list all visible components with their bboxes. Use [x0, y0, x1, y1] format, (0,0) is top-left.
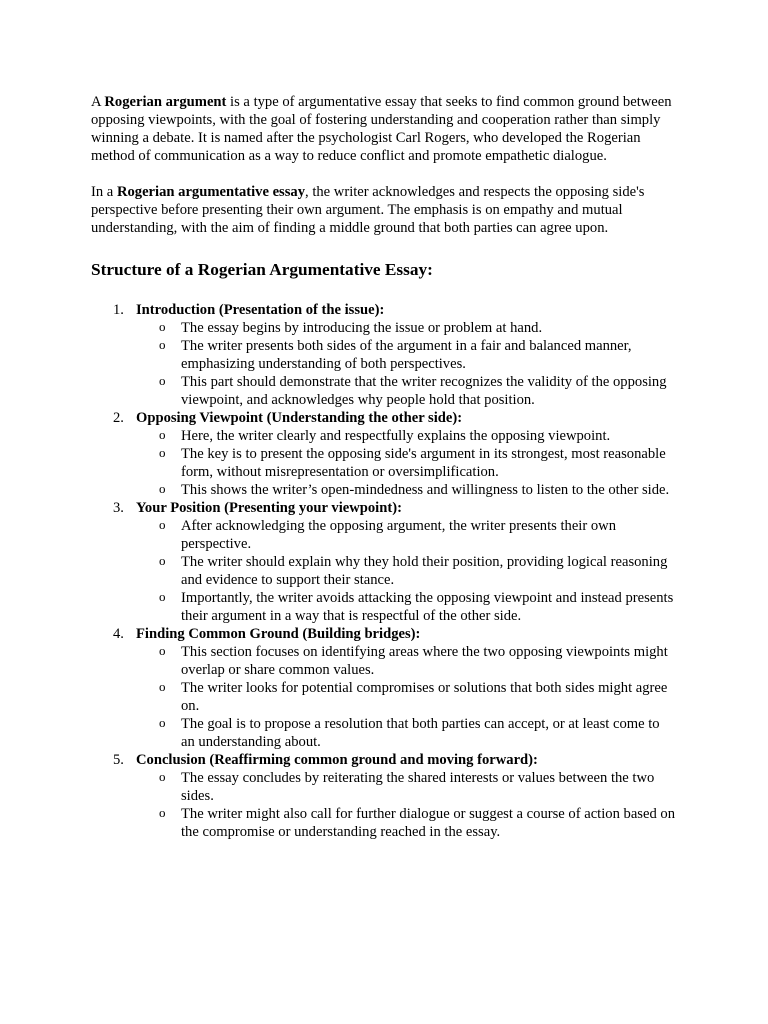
p2-term: Rogerian argumentative essay	[116, 184, 306, 200]
section-number: 4.	[113, 626, 124, 642]
bullet-text: The essay concludes by reiterating the shared interests or values between the two sides.	[181, 770, 655, 804]
bullet-text: The writer looks for potential compromises or solutions that both sides might agree on.	[181, 680, 668, 714]
bullet-item	[136, 481, 677, 499]
structure-list	[91, 301, 691, 841]
section-title: Opposing Viewpoint (Understanding the other side):	[136, 410, 463, 426]
bullet-marker: o	[159, 589, 166, 604]
bullet-item	[136, 643, 677, 679]
bullet-text: Here, the writer clearly and respectfully explains the opposing viewpoint.	[181, 428, 611, 444]
bullet-text: The essay begins by introducing the issue or problem at hand.	[181, 320, 543, 336]
bullet-marker: o	[159, 445, 166, 460]
p2-rest: , the writer acknowledges and respects the opposing side's perspective before presenting their own argument. The emphasis is on empathy and mutual understanding, with the aim of finding a middle ground that both parties can agree upon.	[91, 184, 645, 236]
bullet-item	[136, 319, 677, 337]
bullet-item	[136, 769, 677, 805]
bullet-marker: o	[159, 679, 166, 694]
bullet-item	[136, 445, 677, 481]
bullet-text: The writer should explain why they hold their position, providing logical reasoning and evidence to support their stance.	[181, 554, 668, 588]
section-title: Conclusion (Reaffirming common ground and moving forward):	[136, 752, 538, 768]
section-bullet-list	[136, 517, 691, 625]
section-bullet-list	[136, 769, 691, 841]
bullet-marker: o	[159, 319, 166, 334]
structure-section	[91, 301, 691, 409]
section-bullet-list	[136, 643, 691, 751]
p1-term: Rogerian argument	[104, 94, 227, 110]
section-number: 2.	[113, 410, 124, 426]
structure-section	[91, 625, 691, 751]
section-number: 5.	[113, 752, 124, 768]
p1-lead: A	[91, 94, 105, 110]
structure-section	[91, 751, 691, 841]
bullet-marker: o	[159, 715, 166, 730]
section-number: 3.	[113, 500, 124, 516]
intro-paragraph-1	[91, 93, 681, 165]
bullet-item	[136, 553, 677, 589]
bullet-marker: o	[159, 769, 166, 784]
bullet-item	[136, 427, 677, 445]
bullet-marker: o	[159, 805, 166, 820]
structure-heading: Structure of a Rogerian Argumentative Essay:	[91, 260, 433, 279]
section-title: Your Position (Presenting your viewpoint):	[136, 500, 402, 516]
bullet-text: The key is to present the opposing side's argument in its strongest, most reasonable form, without misrepresentation or oversimplification.	[181, 446, 666, 480]
section-bullet-list	[136, 319, 691, 409]
bullet-item	[136, 589, 677, 625]
p1-rest: is a type of argumentative essay that seeks to find common ground between opposing viewpoints, with the goal of fostering understanding and cooperation rather than simply winning a debate. It is named after the psychologist Carl Rogers, who developed the Rogerian method of communication as a way to reduce conflict and promote empathetic dialogue.	[91, 94, 672, 164]
bullet-marker: o	[159, 553, 166, 568]
bullet-item	[136, 517, 677, 553]
bullet-item	[136, 373, 677, 409]
bullet-marker: o	[159, 643, 166, 658]
bullet-text: Importantly, the writer avoids attacking the opposing viewpoint and instead presents their argument in a way that is respectful of the other side.	[181, 590, 674, 624]
bullet-text: After acknowledging the opposing argument, the writer presents their own perspective.	[181, 518, 616, 552]
structure-section	[91, 409, 691, 499]
bullet-text: This shows the writer’s open-mindedness and willingness to listen to the other side.	[181, 482, 670, 498]
bullet-item	[136, 679, 677, 715]
section-number: 1.	[113, 302, 124, 318]
bullet-text: This part should demonstrate that the writer recognizes the validity of the opposing viewpoint, and acknowledges why people hold that position.	[181, 374, 667, 408]
p2-lead: In a	[91, 184, 117, 200]
bullet-marker: o	[159, 481, 166, 496]
intro-paragraph-2	[91, 183, 681, 237]
bullet-item	[136, 805, 677, 841]
section-bullet-list	[136, 427, 691, 499]
bullet-marker: o	[159, 427, 166, 442]
structure-section	[91, 499, 691, 625]
section-title: Introduction (Presentation of the issue):	[136, 302, 385, 318]
bullet-text: The writer presents both sides of the argument in a fair and balanced manner, emphasizing understanding of both perspectives.	[181, 338, 632, 372]
bullet-marker: o	[159, 337, 166, 352]
bullet-text: This section focuses on identifying areas where the two opposing viewpoints might overlap or share common values.	[181, 644, 668, 678]
bullet-item	[136, 715, 677, 751]
bullet-marker: o	[159, 517, 166, 532]
bullet-text: The goal is to propose a resolution that both parties can accept, or at least come to an understanding about.	[181, 716, 660, 750]
bullet-marker: o	[159, 373, 166, 388]
section-title: Finding Common Ground (Building bridges):	[136, 626, 421, 642]
bullet-item	[136, 337, 677, 373]
bullet-text: The writer might also call for further dialogue or suggest a course of action based on the compromise or understanding reached in the essay.	[181, 806, 675, 840]
